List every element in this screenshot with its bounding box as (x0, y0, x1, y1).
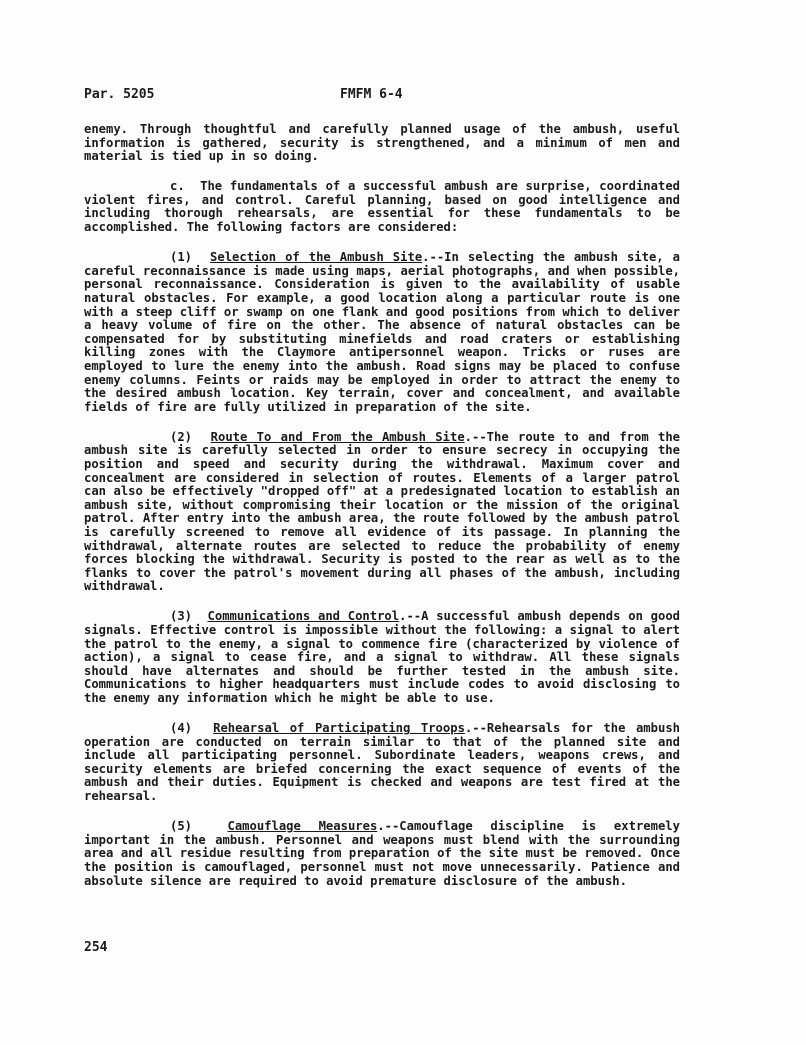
factor-text: .--A successful ambush depends on good signals. Effective control is impossible without the following: a signal to alert the patrol to the enemy, a signal to commence fire (characterized by violence of action), a signal to cease fire, and a signal to withdraw. All these signals should have alternates and should be further tested in the ambush site. Communications to higher headquarters must include codes to avoid disclosing to the enemy any information which he might be able to use. (84, 609, 680, 705)
paragraph-c-label: c. (170, 179, 185, 194)
paragraph-reference: Par. 5205 (84, 87, 155, 102)
factor-number: (2) (170, 429, 193, 444)
factor-title: Rehearsal of Participating Troops (213, 721, 465, 736)
factor-title: Selection of the Ambush Site (210, 250, 423, 265)
intro-paragraph: enemy. Through thoughtful and carefully planned usage of the ambush, useful information is gathered, security is strengthened, and a minimum of men and material is tied up in so doing. (84, 122, 680, 164)
factor-paragraph-1 (84, 251, 680, 414)
factor-paragraph-5 (84, 820, 680, 888)
factor-text: .--Camouflage discipline is extremely important in the ambush. Personnel and weapons must blend with the surrounding area and all residue resulting from preparation of the site must be removed. Once the position is camouflaged, personnel must not move unnecessarily. Patience and absolute silence are required to avoid premature disclosure of the ambush. (84, 819, 680, 888)
factor-title: Route To and From the Ambush Site (210, 429, 465, 444)
paragraph-c-text: The fundamentals of a successful ambush are surprise, coordinated violent fires, and control. Careful planning, based on good intelligence and including thorough rehearsals, are essential for these fundamentals to be accomplished. The following factors are considered: (84, 179, 680, 235)
factor-paragraph-3 (84, 610, 680, 705)
factor-text: .--Rehearsals for the ambush operation are conducted on terrain similar to that of the planned site and include all participating personnel. Subordinate leaders, weapons crews, and security elements are briefed concerning the exact sequence of events of the ambush and their duties. Equipment is checked and weapons are test fired at the rehearsal. (84, 721, 680, 804)
factor-title: Communications and Control (207, 609, 400, 624)
paragraph-c (84, 180, 680, 234)
factor-paragraph-4 (84, 722, 680, 804)
factor-number: (4) (170, 721, 193, 736)
factor-text: .--In selecting the ambush site, a careful reconnaissance is made using maps, aerial photographs, and when possible, personal reconnaissance. Consideration is given to the availability of usable natural obstacles. For example, a good location along a particular route is one with a steep cliff or swamp on one flank and good positions from which to deliver a heavy volume of fire on the other. The absence of natural obstacles can be compensated for by substituting minefields and road craters or establishing killing zones with the Claymore antipersonnel weapon. Tricks or ruses are employed to lure the enemy into the ambush. Road signs may be placed to confuse enemy columns. Feints or raids may be employed in order to attract the enemy to the desired ambush location. Key terrain, cover and concealment, and available fields of fire are fully utilized in preparation of the site. (84, 250, 680, 414)
document-body (84, 123, 680, 905)
document-id: FMFM 6-4 (340, 87, 403, 102)
page-number: 254 (84, 940, 108, 955)
factor-number: (3) (170, 609, 193, 624)
factor-text: .--The route to and from the ambush site is carefully selected in order to ensure secrecy in occupying the position and speed and security during the withdrawal. Maximum cover and concealment are considered in selection of routes. Elements of a larger patrol can also be effectively "dropped off" at a predesignated location to establish an ambush site, without compromising their location or the mission of the original patrol. After entry into the ambush area, the route followed by the ambush patrol is carefully screened to remove all evidence of its passage. In planning the withdrawal, alternate routes are selected to reduce the probability of enemy forces blocking the withdrawal. Security is posted to the rear as well as to the flanks to cover the patrol's movement during all phases of the ambush, including withdrawal. (84, 429, 681, 594)
factor-paragraph-2 (84, 431, 680, 594)
factor-number: (1) (170, 250, 193, 265)
factor-number: (5) (170, 819, 193, 834)
factor-title: Camouflage Measures (227, 819, 378, 834)
